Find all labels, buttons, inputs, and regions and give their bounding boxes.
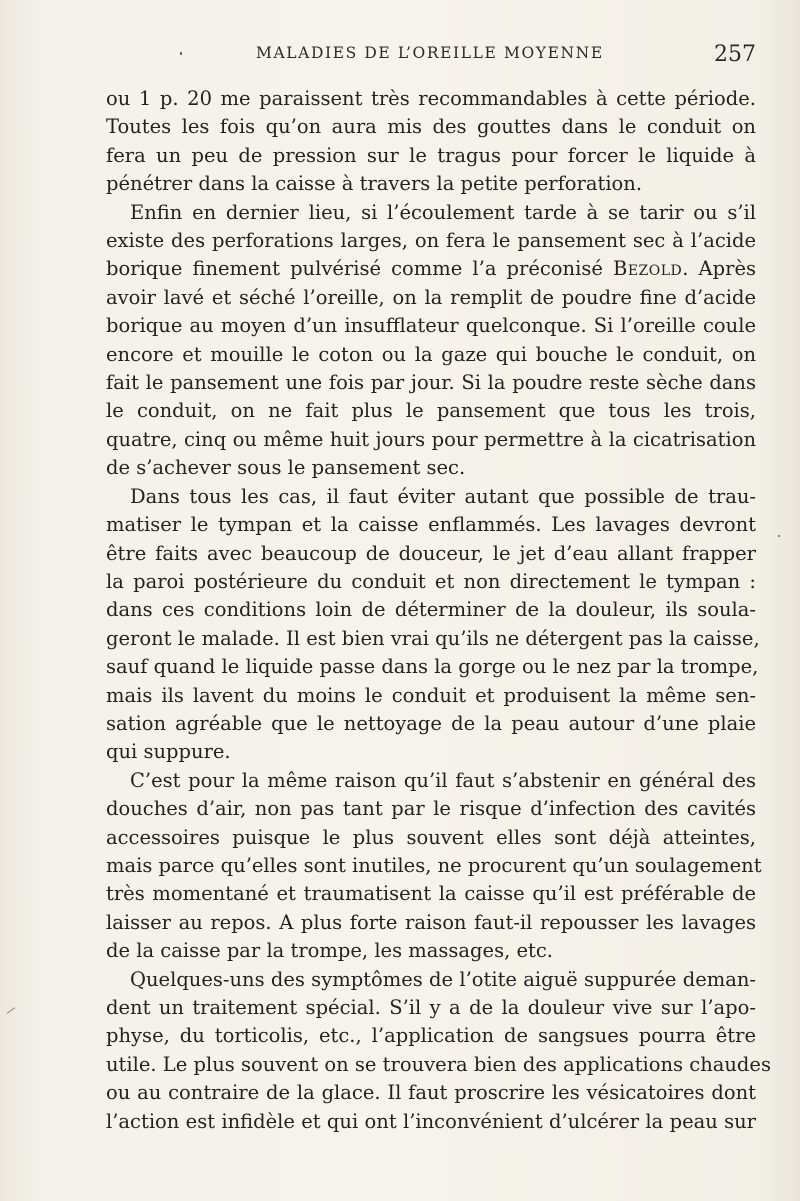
margin-mark <box>778 535 780 537</box>
text-line: avoir lavé et séché l’oreille, on la remplit de poudre fine d’acide <box>106 285 756 309</box>
text-line: sation agréable que le nettoyage de la peau autour d’une plaie <box>106 711 756 735</box>
page-header <box>0 44 800 74</box>
text-line: geront le malade. Il est bien vrai qu’ils ne détergent pas la caisse, <box>106 626 760 650</box>
text-line-with-author <box>106 255 756 283</box>
text-line: la paroi postérieure du conduit et non directement le tympan : <box>106 569 756 593</box>
text-line: Quelques-uns des symptômes de l’otite aiguë suppurée deman- <box>130 967 756 991</box>
text-line: physe, du torticolis, etc., l’application de sangsues pourra être <box>106 1024 756 1048</box>
text-line: qui suppure. <box>106 740 231 764</box>
text-line: Dans tous les cas, il faut éviter autant que possible de trau- <box>130 484 756 508</box>
text-line: très momentané et traumatisent la caisse qu’il est préférable de <box>106 882 756 906</box>
text-line: mais parce qu’elles sont inutiles, ne procurent qu’un soulagement <box>106 853 762 877</box>
author-name: Bezold <box>612 257 683 281</box>
text-line: C’est pour la même raison qu’il faut s’abstenir en général des <box>130 768 756 792</box>
text-line: existe des perforations larges, on fera le pansement sec à l’acide <box>106 229 756 253</box>
body-text <box>106 85 771 1136</box>
text-line: matiser le tympan et la caisse enflammés. Les lavages devront <box>106 513 756 537</box>
text-line: mais ils lavent du moins le conduit et produisent la même sen- <box>106 683 756 707</box>
page-number: 257 <box>714 42 756 67</box>
text-line: dans ces conditions loin de déterminer de la douleur, ils soula- <box>106 598 756 622</box>
text-line: le conduit, on ne fait plus le pansement que tous les trois, <box>106 399 756 423</box>
text-line: Enfin en dernier lieu, si l’écoulement tarde à se tarir ou s’il <box>130 200 756 224</box>
paragraph <box>106 966 771 1136</box>
running-title: MALADIES DE L’OREILLE MOYENNE <box>256 44 604 62</box>
text-line: fait le pansement une fois par jour. Si la poudre reste sèche dans <box>106 371 756 395</box>
text-line: de s’achever sous le pansement sec. <box>106 456 466 480</box>
text-line: accessoires puisque le plus souvent elles sont déjà atteintes, <box>106 825 756 849</box>
text-segment: borique finement pulvérisé comme l’a préconisé <box>106 257 603 281</box>
margin-mark <box>7 1007 16 1014</box>
text-line: être faits avec beaucoup de douceur, le jet d’eau allant frapper <box>106 541 756 565</box>
text-line: Toutes les fois qu’on aura mis des gouttes dans le conduit on <box>106 115 756 139</box>
text-line: sauf quand le liquide passe dans la gorge ou le nez par la trompe, <box>106 655 759 679</box>
paragraph <box>106 85 756 199</box>
text-line: de la caisse par la trompe, les massages, etc. <box>106 939 553 963</box>
text-line: ou au contraire de la glace. Il faut proscrire les vésicatoires dont <box>106 1081 756 1105</box>
text-line: borique au moyen d’un insufflateur quelconque. Si l’oreille coule <box>106 314 756 338</box>
text-line: ou 1 p. 20 me paraissent très recommandables à cette période. <box>106 87 756 110</box>
text-line: douches d’air, non pas tant par le risque d’infection des cavités <box>106 797 756 821</box>
paragraph <box>106 199 756 483</box>
text-line: fera un peu de pression sur le tragus pour forcer le liquide à <box>106 143 756 167</box>
text-line: dent un traitement spécial. S’il y a de la douleur vive sur l’apo- <box>106 996 756 1019</box>
text-line: l’action est infidèle et qui ont l’inconvénient d’ulcérer la peau sur <box>106 1109 756 1133</box>
paragraph <box>106 767 762 966</box>
text-line: encore et mouille le coton ou la gaze qui bouche le conduit, on <box>106 342 756 366</box>
text-line: quatre, cinq ou même huit jours pour permettre à la cicatrisation <box>106 427 756 451</box>
text-line: utile. Le plus souvent on se trouvera bien des applications chaudes <box>106 1052 771 1076</box>
text-segment: . Après <box>682 257 756 281</box>
text-line: pénétrer dans la caisse à travers la petite perforation. <box>106 172 643 196</box>
printer-mark <box>180 52 182 55</box>
text-line: laisser au repos. A plus forte raison faut-il repousser les lavages <box>106 910 756 934</box>
paragraph <box>106 483 760 767</box>
